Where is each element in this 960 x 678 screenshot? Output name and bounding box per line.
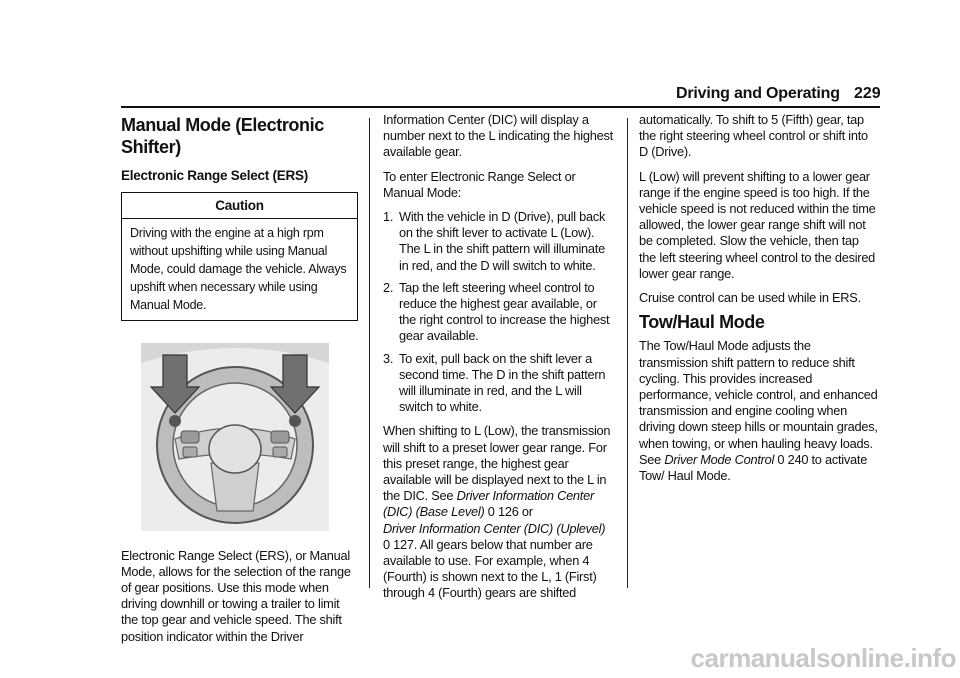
dic-base-level-link[interactable]: Driver Information Center (DIC) (Base Level) <box>383 488 594 520</box>
driver-mode-control-page[interactable]: 0 240 <box>777 451 809 467</box>
header-section-title: Driving and Operating <box>676 85 840 102</box>
or-text: or <box>521 504 533 520</box>
gears-available-text: All gears below that number are available to use. For example, when 4 (Fourth) is shown next to the L, 1 (First) through 4 (Fourth) gears are shifted <box>383 536 597 601</box>
column-1 <box>121 112 358 653</box>
list-item <box>383 351 615 416</box>
subsection-title-ers: Electronic Range Select (ERS) <box>121 168 309 183</box>
step-text: Tap the left steering wheel control to reduce the highest gear available, or the right control to increase the highest gear available. <box>399 279 610 344</box>
step-text: To exit, pull back on the shift lever a second time. The D in the shift pattern will illuminate in red, and the L will switch to white. <box>399 350 606 415</box>
list-item <box>383 209 615 274</box>
shifting-low-text: When shifting to L (Low), the transmission will shift to a preset lower gear range. For this preset range, the highest gear available will be displayed next to the L in the DIC. See <box>383 423 611 504</box>
caution-title: Caution <box>122 193 357 219</box>
caution-box <box>121 192 358 321</box>
dic-uplevel-page[interactable]: 0 127. <box>383 536 418 552</box>
column-2 <box>383 112 615 610</box>
tow-haul-paragraph <box>639 338 879 484</box>
dic-uplevel-link[interactable]: Driver Information Center (DIC) (Uplevel) <box>383 520 606 536</box>
section-title-tow-haul: Tow/Haul Mode <box>639 312 765 333</box>
step-number: 3. <box>383 350 394 366</box>
driver-mode-control-link[interactable]: Driver Mode Control <box>664 451 775 467</box>
column-3 <box>639 112 879 492</box>
cruise-control-paragraph: Cruise control can be used while in ERS. <box>639 290 861 306</box>
steering-wheel-illustration <box>141 343 329 531</box>
shifting-low-paragraph <box>383 423 615 601</box>
fifth-gear-paragraph: automatically. To shift to 5 (Fifth) gear, tap the right steering wheel control or shift into D (Drive). <box>639 112 868 160</box>
low-prevent-paragraph: L (Low) will prevent shifting to a lower gear range if the engine speed is too high. If the vehicle speed is not reduced within the time allowed, the lower gear range shift will not be completed. Slow the vehicle, then tap the left steering wheel control to the desired lower gear range. <box>639 168 876 281</box>
header-page-number: 229 <box>854 85 881 102</box>
section-title-manual-mode: Manual Mode (Electronic Shifter) <box>121 115 324 157</box>
enter-ers-paragraph: To enter Electronic Range Select or Manual Mode: <box>383 168 576 200</box>
tow-haul-text: The Tow/Haul Mode adjusts the transmission shift pattern to reduce shift cycling. This provides increased performance, vehicle control, and enhanced transmission and engine cooling when driving down steep hills or mountain grades, when towing, or when hauling heavy loads. See <box>639 338 878 467</box>
ers-description: Electronic Range Select (ERS), or Manual Mode, allows for the selection of the range of gear positions. Use this mode when driving downhill or towing a trailer to limit the top gear and vehicle speed. The shift position indicator within the Driver <box>121 547 351 644</box>
header-rule <box>121 106 880 108</box>
steps-list <box>383 209 615 415</box>
step-number: 2. <box>383 279 394 295</box>
column-divider-1 <box>369 118 370 588</box>
dic-paragraph: Information Center (DIC) will display a number next to the L indicating the highest available gear. <box>383 112 613 160</box>
list-item <box>383 280 615 345</box>
watermark: carmanualsonline.info <box>690 643 956 673</box>
caution-text: Driving with the engine at a high rpm without upshifting while using Manual Mode, could damage the vehicle. Always upshift when necessary while using Manual Mode. <box>130 226 347 313</box>
dic-base-level-page[interactable]: 0 126 <box>487 504 519 520</box>
tow-haul-end-text: to activate Tow/ Haul Mode. <box>639 451 868 484</box>
step-number: 1. <box>383 209 394 225</box>
step-text: With the vehicle in D (Drive), pull back on the shift lever to activate L (Low). The L in the shift pattern will illuminate in red, and the D will switch to white. <box>399 209 606 273</box>
column-divider-2 <box>627 118 628 588</box>
